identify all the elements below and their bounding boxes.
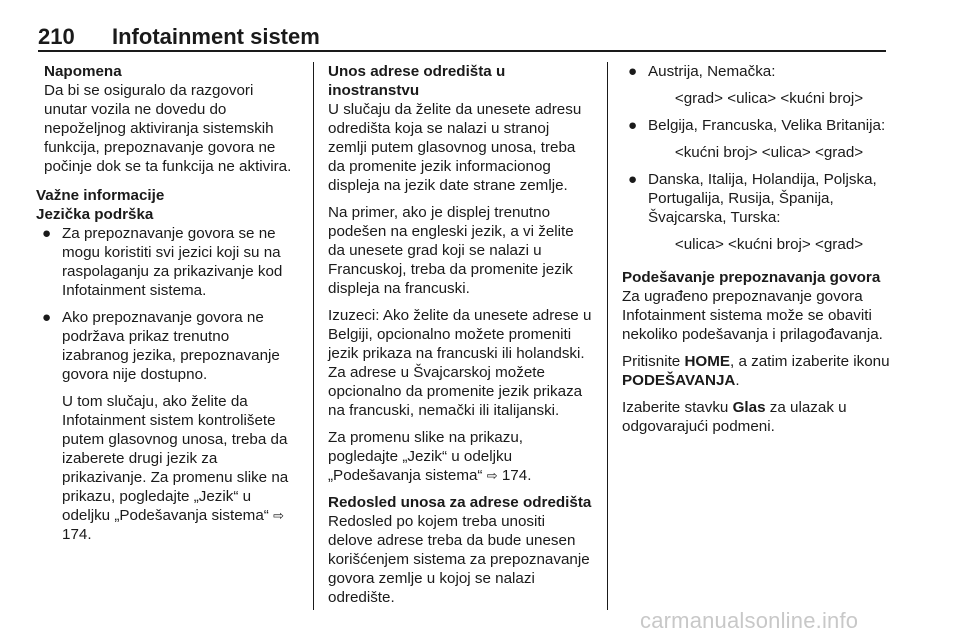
- paragraph: [622, 352, 890, 390]
- paragraph: Za ugrađeno prepoznavanje govora Infotainment sistema može se obaviti nekoliko podešavanja i prilagođavanja.: [622, 288, 883, 343]
- address-order-list: [622, 170, 890, 227]
- page-reference-link[interactable]: 174.: [501, 467, 532, 484]
- list-item: [36, 308, 298, 384]
- paragraph-text: Za promenu slike na prikazu, pogledajte „Jezik“ u odeljku „Podešavanja sistema“: [328, 429, 523, 484]
- section-heading: Redosled unosa za adrese odredišta: [328, 494, 592, 511]
- page-title: Infotainment sistem: [112, 24, 320, 49]
- paragraph-text: , a zatim izaberite ikonu: [730, 353, 890, 370]
- page-number: 210: [38, 24, 75, 49]
- list-item-text: Danska, Italija, Holandija, Poljska, Portugalija, Rusija, Španija, Švajcarska, Turska:: [648, 171, 877, 226]
- section-heading: Važne informacije: [36, 187, 165, 204]
- note-heading: Napomena: [44, 63, 122, 80]
- language-support-list: [36, 224, 298, 384]
- bullet-icon: ●: [628, 63, 638, 80]
- paragraph: Redosled po kojem treba unositi delove adrese treba da bude unesen korišćenjem sistema za prepoznavanje govora zemlje u kojoj se nalazi odredište.: [328, 513, 590, 606]
- column-divider: [313, 62, 314, 610]
- address-order: <grad> <ulica> <kućni broj>: [674, 90, 864, 107]
- paragraph: [36, 392, 298, 544]
- list-item-text: Ako prepoznavanje govora ne podržava prikaz trenutno izabranog jezika, prepoznavanje govora nije dostupno.: [62, 309, 280, 383]
- settings-icon-label: PODEŠAVANJA: [622, 372, 736, 389]
- note-box: [36, 62, 298, 176]
- address-order: <kućni broj> <ulica> <grad>: [674, 144, 864, 161]
- paragraph-text: Pritisnite: [622, 353, 685, 370]
- paragraph: [328, 428, 592, 485]
- column-right: [622, 62, 890, 444]
- paragraph: U slučaju da želite da unesete adresu odredišta koja se nalazi u stranoj zemlji putem glasovnog unosa, treba da promenite jezik informacionog displeja na jezik date strane zemlje.: [328, 101, 582, 194]
- bullet-icon: ●: [42, 225, 52, 242]
- section-heading: Unos adrese odredišta u inostranstvu: [328, 63, 506, 99]
- list-item: [622, 116, 890, 135]
- voice-menu-label: Glas: [732, 399, 766, 416]
- paragraph-text: .: [735, 372, 740, 389]
- paragraph: Izuzeci: Ako želite da unesete adrese u Belgiji, opcionalno možete promeniti jezik prikaza na francuski ili holandski. Za adrese u Švajcarskoj možete opcionalno da promenite jezik prikaza na francuski, nemački ili italijanski.: [328, 307, 592, 419]
- watermark: carmanualsonline.info: [640, 608, 859, 633]
- list-item-text: Austrija, Nemačka:: [648, 63, 776, 80]
- page-header: [38, 22, 886, 52]
- column-divider: [607, 62, 608, 610]
- list-item-text: Za prepoznavanje govora se ne mogu koristiti svi jezici koji su na raspolaganju za prikazivanje kod Infotainment sistema.: [62, 225, 283, 299]
- bullet-icon: ●: [628, 117, 638, 134]
- page-ref-arrow-icon: ⇨: [486, 468, 498, 483]
- note-text: Da bi se osiguralo da razgovori unutar vozila ne dovedu do nepoželjnog aktiviranja sistemskih funkcija, prepoznavanje govora ne počinje dok se ta funkcija ne aktivira.: [44, 82, 292, 175]
- column-middle: [328, 62, 592, 615]
- address-order: <ulica> <kućni broj> <grad>: [674, 236, 864, 253]
- paragraph: Na primer, ako je displej trenutno podešen na engleski jezik, a vi želite da unesete grad koji se nalazi u Francuskoj, treba da promenite jezik displeja na francuski.: [328, 204, 574, 297]
- list-item: [622, 170, 890, 227]
- column-left: [36, 62, 298, 552]
- page-ref-arrow-icon: ⇨: [273, 508, 284, 523]
- address-order-list: [622, 116, 890, 135]
- list-item: [622, 62, 890, 81]
- address-order-list: [622, 62, 890, 81]
- bullet-icon: ●: [628, 171, 638, 188]
- sub-heading: Jezička podrška: [36, 206, 154, 223]
- list-item: [36, 224, 298, 300]
- section-heading: Podešavanje prepoznavanja govora: [622, 269, 881, 286]
- page-reference-link[interactable]: 174.: [62, 526, 92, 543]
- paragraph-text: Izaberite stavku: [622, 399, 733, 416]
- paragraph-text: U tom slučaju, ako želite da Infotainment sistem kontrolišete putem glasovnog unosa, treba da izaberete drugi jezik za prikazivanje. Za promenu slike na prikazu, pogledajte „Jezik“ u odeljku „Podešavanja sistema“: [62, 393, 289, 524]
- paragraph-text: za ulazak u odgovarajući podmeni.: [622, 399, 847, 435]
- list-item-text: Belgija, Francuska, Velika Britanija:: [648, 117, 886, 134]
- home-button-label: HOME: [684, 353, 731, 370]
- paragraph: [622, 398, 890, 436]
- bullet-icon: ●: [42, 309, 52, 326]
